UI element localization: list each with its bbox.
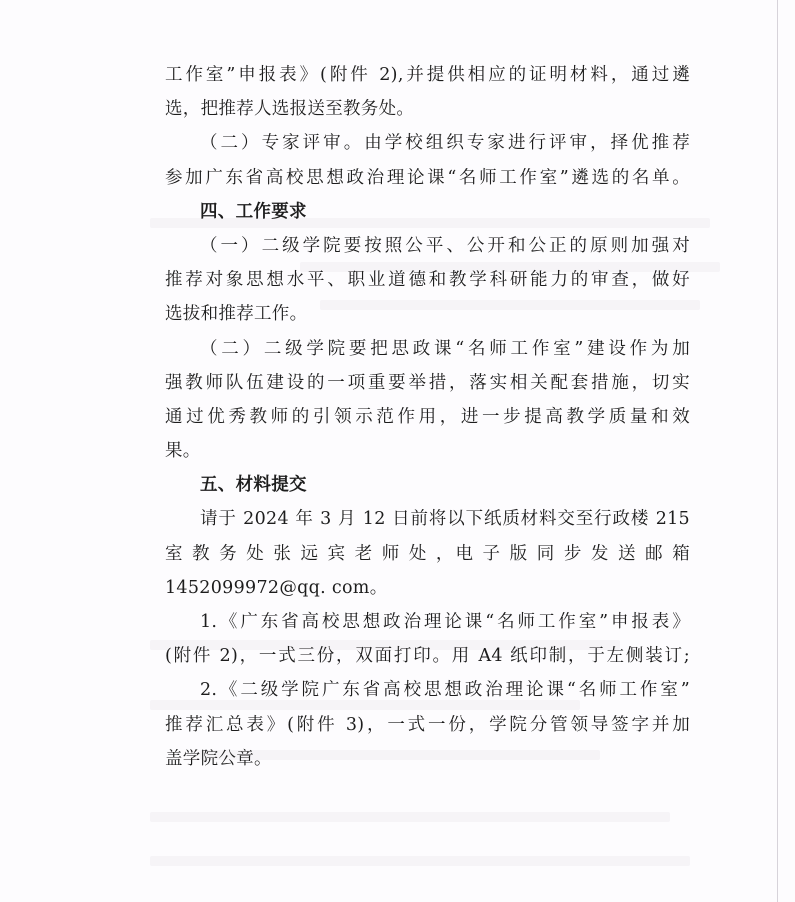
list-item-line: (附件 2)，一式三份，双面打印。用 A4 纸印制，于左侧装订;	[165, 646, 690, 667]
paragraph-line: （二）二级学院要把思政课“名师工作室”建设作为加	[200, 338, 690, 359]
bleed-through-mark	[150, 812, 670, 822]
paragraph-line: 室 教 务 处 张 远 宾 老 师 处 ，电 子 版 同 步 发 送 邮 箱	[165, 543, 690, 564]
paragraph-line: 请于 2024 年 3 月 12 日前将以下纸质材料交至行政楼 215	[200, 509, 690, 530]
list-item-line: 推荐汇总表》(附件 3)，一式一份，学院分管领导签字并加	[165, 714, 690, 735]
paragraph-line: 果。	[165, 441, 201, 462]
section-heading-work-requirements: 四、工作要求	[200, 201, 307, 222]
document-body	[165, 58, 690, 776]
paragraph-line: 通过优秀教师的引领示范作用，进一步提高教学质量和效	[165, 406, 690, 427]
paragraph-line: （一）二级学院要按照公平、公开和公正的原则加强对	[200, 235, 690, 256]
bleed-through-mark	[150, 856, 690, 866]
contact-email-line: 1452099972@qq. com。	[165, 577, 388, 598]
list-item-line: 盖学院公章。	[165, 748, 272, 769]
paragraph-line: （二）专家评审。由学校组织专家进行评审，择优推荐	[200, 133, 690, 154]
list-item-line: 2.《二级学院广东省高校思想政治理论课“名师工作室”	[200, 680, 690, 701]
list-item-line: 1.《广东省高校思想政治理论课“名师工作室”申报表》	[200, 612, 690, 632]
paragraph-line: 选，把推荐人选报送至教务处。	[165, 99, 415, 120]
paragraph-line: 工作室”申报表》(附件 2),并提供相应的证明材料，通过遴	[165, 65, 690, 85]
paragraph-line: 推荐对象思想水平、职业道德和教学科研能力的审查，做好	[165, 270, 690, 291]
paragraph-line: 参加广东省高校思想政治理论课“名师工作室”遴选的名单。	[165, 167, 690, 188]
section-heading-material-submission: 五、材料提交	[200, 475, 307, 496]
paragraph-line: 强教师队伍建设的一项重要举措，落实相关配套措施，切实	[165, 372, 690, 393]
page-edge-divider	[777, 0, 778, 902]
paragraph-line: 选拔和推荐工作。	[165, 304, 308, 325]
